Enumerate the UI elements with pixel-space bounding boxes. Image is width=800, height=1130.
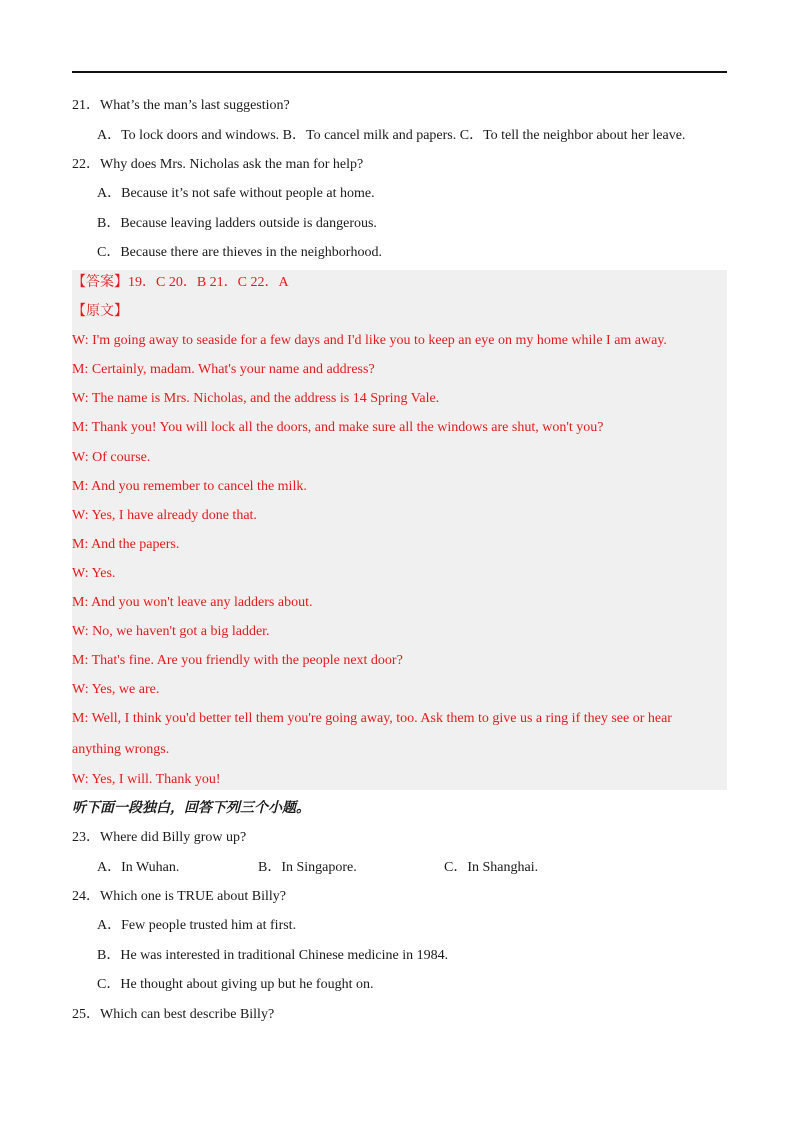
question-23: 23．Where did Billy grow up? bbox=[72, 830, 247, 845]
transcript-line: W: Of course. bbox=[72, 450, 151, 465]
question-24-option-a: A．Few people trusted him at first. bbox=[97, 918, 297, 933]
transcript-line: anything wrongs. bbox=[72, 742, 170, 757]
transcript-line: M: Certainly, madam. What's your name and address? bbox=[72, 362, 375, 377]
question-22-option-a: A．Because it’s not safe without people at home. bbox=[97, 186, 375, 201]
question-22: 22．Why does Mrs. Nicholas ask the man for help? bbox=[72, 157, 364, 172]
question-22-option-b: B．Because leaving ladders outside is dangerous. bbox=[97, 216, 377, 231]
transcript-line: M: And you won't leave any ladders about. bbox=[72, 595, 313, 610]
transcript-line: M: And you remember to cancel the milk. bbox=[72, 479, 307, 494]
answer-key: 【答案】19．C 20．B 21．C 22．A bbox=[72, 275, 289, 290]
question-21-options: A．To lock doors and windows. B．To cancel milk and papers. C．To tell the neighbor about her leave. bbox=[97, 128, 686, 143]
transcript-line: W: Yes, we are. bbox=[72, 682, 160, 697]
question-23-option-b: B．In Singapore. bbox=[258, 860, 357, 875]
question-22-option-c: C．Because there are thieves in the neighborhood. bbox=[97, 245, 382, 260]
question-21: 21．What’s the man’s last suggestion? bbox=[72, 98, 290, 113]
question-24-option-c: C．He thought about giving up but he fought on. bbox=[97, 977, 374, 992]
transcript-line: M: Well, I think you'd better tell them you're going away, too. Ask them to give us a ring if they see or hear bbox=[72, 711, 672, 726]
transcript-line: M: Thank you! You will lock all the doors, and make sure all the windows are shut, won't you? bbox=[72, 420, 604, 435]
question-25: 25．Which can best describe Billy? bbox=[72, 1007, 275, 1022]
transcript-line: W: The name is Mrs. Nicholas, and the address is 14 Spring Vale. bbox=[72, 391, 440, 406]
question-24: 24．Which one is TRUE about Billy? bbox=[72, 889, 286, 904]
transcript-line: M: And the papers. bbox=[72, 537, 180, 552]
transcript-line: W: Yes, I have already done that. bbox=[72, 508, 257, 523]
transcript-line: W: Yes. bbox=[72, 566, 116, 581]
transcript-line: W: No, we haven't got a big ladder. bbox=[72, 624, 270, 639]
question-23-option-c: C．In Shanghai. bbox=[444, 860, 539, 875]
header-rule bbox=[72, 71, 727, 73]
question-23-option-a: A．In Wuhan. bbox=[97, 860, 180, 875]
transcript-line: M: That's fine. Are you friendly with the people next door? bbox=[72, 653, 403, 668]
section-instruction: 听下面一段独白，回答下列三个小题。 bbox=[72, 801, 310, 816]
transcript-header: 【原文】 bbox=[72, 304, 128, 319]
question-24-option-b: B．He was interested in traditional Chinese medicine in 1984. bbox=[97, 948, 449, 963]
transcript-line: W: Yes, I will. Thank you! bbox=[72, 772, 221, 787]
transcript-line: W: I'm going away to seaside for a few days and I'd like you to keep an eye on my home while I am away. bbox=[72, 333, 667, 348]
